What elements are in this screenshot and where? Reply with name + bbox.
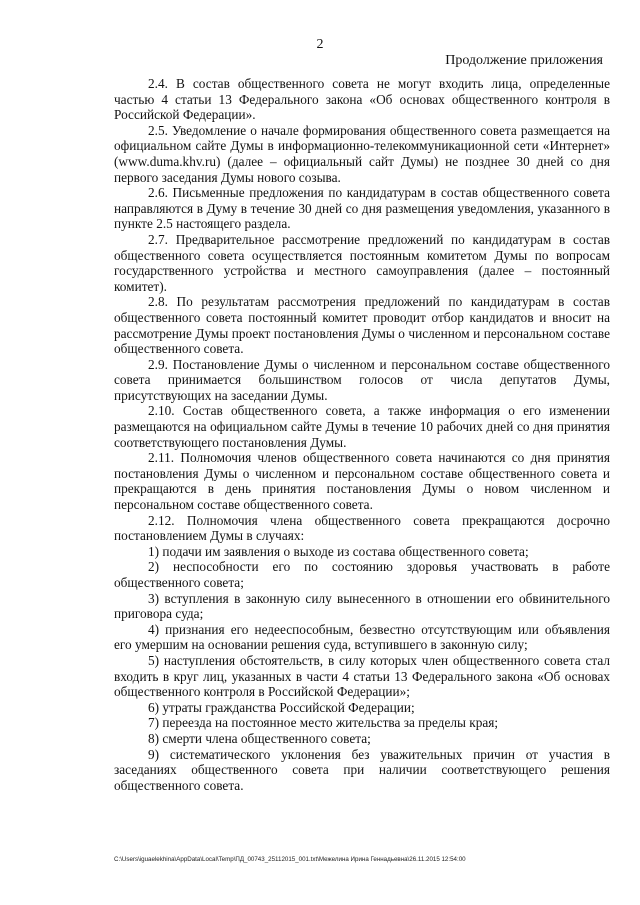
list-item-8: 8) смерти члена общественного совета; bbox=[148, 730, 371, 746]
paragraph-2-11: 2.11. Полномочия членов общественного совета начинаются со дня принятия постановления Думы о численном и персональном составе общественного совета и прекращаются в день принятия постановления Думы о новом численном и персональном составе общественного совета. bbox=[114, 450, 610, 513]
paragraph-2-12: 2.12. Полномочия члена общественного совета прекращаются досрочно постановлением Думы в случаях: bbox=[114, 512, 610, 544]
page-number: 2 bbox=[316, 37, 324, 52]
list-item-9: 9) систематического уклонения без уважительных причин от участия в заседаниях общественного совета при наличии соответствующего решения общественного совета. bbox=[114, 746, 610, 793]
list-item-6: 6) утраты гражданства Российской Федерации; bbox=[148, 699, 415, 715]
list-item-1: 1) подачи им заявления о выходе из состава общественного совета; bbox=[148, 543, 529, 559]
paragraph-2-5: 2.5. Уведомление о начале формирования общественного совета размещается на официальном сайте Думы в информационно-телекоммуникационной сети «Интернет» (www.duma.khv.ru) (далее – официальный сайт Думы) не позднее 30 дней со дня первого заседания Думы нового созыва. bbox=[114, 122, 610, 185]
list-item-4: 4) признания его недееспособным, безвестно отсутствующим или объявления его умершим на основании решения суда, вступившего в законную силу; bbox=[114, 621, 610, 653]
list-item-2: 2) неспособности его по состоянию здоровья участвовать в работе общественного совета; bbox=[114, 559, 610, 590]
paragraph-2-6: 2.6. Письменные предложения по кандидатурам в состав общественного совета направляются в Думу в течение 30 дней со дня размещения уведомления, указанного в пункте 2.5 настоящего раздела. bbox=[114, 185, 610, 232]
paragraph-2-8: 2.8. По результатам рассмотрения предложений по кандидатурам в состав общественного совета постоянный комитет проводит отбор кандидатов и вносит на рассмотрение Думы проект постановления Думы о численном и персональном составе общественного совета. bbox=[114, 294, 610, 357]
document-body bbox=[114, 76, 610, 793]
paragraph-2-9: 2.9. Постановление Думы о численном и персональном составе общественного совета принимается большинством голосов от числа депутатов Думы, присутствующих на заседании Думы. bbox=[114, 356, 610, 403]
paragraph-2-7: 2.7. Предварительное рассмотрение предложений по кандидатурам в состав общественного совета осуществляется постоянным комитетом Думы по вопросам государственного устройства и местного самоуправления (далее – постоянный комитет). bbox=[114, 231, 610, 294]
list-item-5: 5) наступления обстоятельств, в силу которых член общественного совета стал входить в круг лиц, указанных в части 4 статьи 13 Федерального закона «Об основах общественного контроля в Российской Федерации»; bbox=[114, 652, 610, 700]
footer-file-path: C:\Users\iguaelekhina\AppData\Local\Temp\ПД_00743_25112015_001.txt\Межелина Ирина Геннадьевна\26.11.2015 12:54:00 bbox=[114, 856, 466, 863]
paragraph-2-4: 2.4. В состав общественного совета не могут входить лица, определенные частью 4 статьи 13 Федерального закона «Об основах общественного контроля в Российской Федерации». bbox=[114, 76, 610, 123]
continuation-header: Продолжение приложения bbox=[445, 53, 603, 68]
list-item-7: 7) переезда на постоянное место жительства за пределы края; bbox=[148, 715, 499, 731]
paragraph-2-10: 2.10. Состав общественного совета, а также информация о его изменении размещаются на официальном сайте Думы в течение 10 рабочих дней со дня принятия соответствующего постановления Думы. bbox=[114, 403, 610, 450]
list-item-3: 3) вступления в законную силу вынесенного в отношении его обвинительного приговора суда; bbox=[114, 590, 610, 622]
